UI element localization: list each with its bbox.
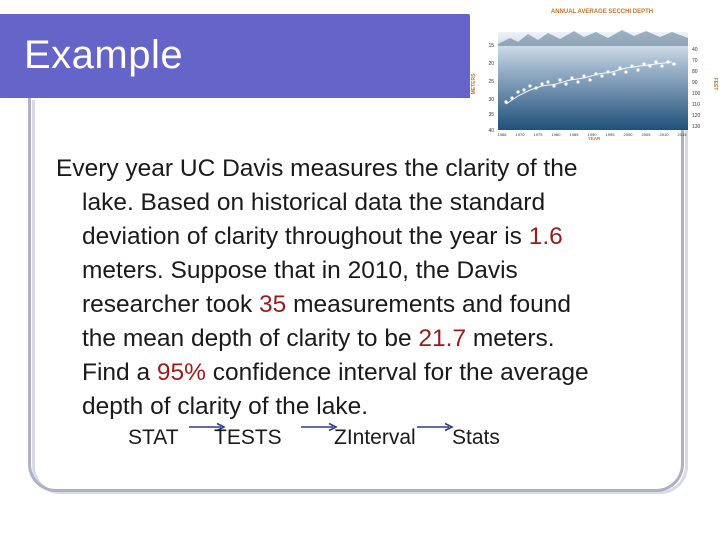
chart-title: ANNUAL AVERAGE SECCHI DEPTH — [550, 9, 654, 15]
x-tick: 2000 — [623, 132, 633, 137]
x-tick: 1995 — [605, 132, 615, 137]
secchi-depth-chart — [466, 4, 720, 140]
x-tick: 1975 — [533, 132, 543, 137]
text-line: meters. Suppose that in 2010, the Davis — [82, 257, 518, 284]
text-line — [56, 220, 686, 254]
right-tick: 130 — [692, 124, 701, 130]
right-axis-label: FEET — [712, 77, 718, 91]
right-tick: 40 — [692, 47, 698, 53]
text-line: Every year UC Davis measures the clarity of the — [56, 155, 578, 182]
confidence-level-value: 95% — [156, 359, 206, 386]
path-step-zinterval: ZInterval — [334, 426, 416, 449]
right-tick: 90 — [692, 80, 698, 86]
left-tick: 15 — [488, 43, 494, 49]
left-tick: 20 — [488, 61, 494, 67]
sample-size-value: 35 — [259, 291, 287, 318]
text-line: lake. Based on historical data the standard — [82, 189, 546, 216]
x-axis-label: YEAR — [587, 136, 601, 140]
text-segment: confidence interval for the average — [205, 359, 589, 386]
x-tick: 2015 — [677, 132, 687, 137]
right-arrow-icon — [416, 422, 454, 432]
text-segment: Find a — [82, 359, 157, 386]
right-tick: 110 — [692, 102, 700, 108]
x-tick: 1985 — [569, 132, 579, 137]
path-step-stats: Stats — [452, 426, 500, 449]
right-tick: 80 — [692, 69, 698, 75]
text-line — [56, 322, 686, 356]
mean-value: 21.7 — [418, 325, 467, 352]
left-axis-label: METERS — [471, 73, 477, 95]
right-arrow-icon — [300, 422, 338, 432]
slide-title: Example — [24, 33, 184, 77]
right-ticks — [692, 47, 701, 130]
x-tick: 1970 — [515, 132, 525, 137]
text-line — [56, 356, 686, 390]
chart-panel — [498, 32, 688, 130]
x-tick: 1980 — [551, 132, 561, 137]
text-line: depth of clarity of the lake. — [82, 393, 368, 420]
path-step-tests: TESTS — [214, 426, 282, 449]
right-tick: 70 — [692, 58, 698, 64]
right-tick: 120 — [692, 113, 701, 119]
left-tick: 25 — [488, 79, 494, 85]
x-tick: 1990 — [587, 132, 597, 137]
left-ticks — [488, 43, 494, 134]
right-tick: 100 — [692, 91, 701, 97]
text-segment: meters. — [466, 325, 555, 352]
problem-text — [56, 152, 686, 424]
text-segment: measurements and found — [286, 291, 571, 318]
text-segment: the mean depth of clarity to be — [82, 325, 419, 352]
left-tick: 35 — [488, 112, 494, 118]
left-tick: 40 — [488, 128, 494, 134]
std-dev-value: 1.6 — [528, 223, 563, 250]
text-segment: researcher took — [82, 291, 260, 318]
text-line — [56, 288, 686, 322]
calculator-path — [128, 422, 548, 456]
x-tick: 1968 — [497, 132, 507, 137]
path-step-stat: STAT — [128, 426, 179, 449]
text-segment: deviation of clarity throughout the year is — [82, 223, 529, 250]
x-tick: 2005 — [641, 132, 651, 137]
left-tick: 30 — [488, 97, 494, 103]
x-tick: 2010 — [659, 132, 669, 137]
